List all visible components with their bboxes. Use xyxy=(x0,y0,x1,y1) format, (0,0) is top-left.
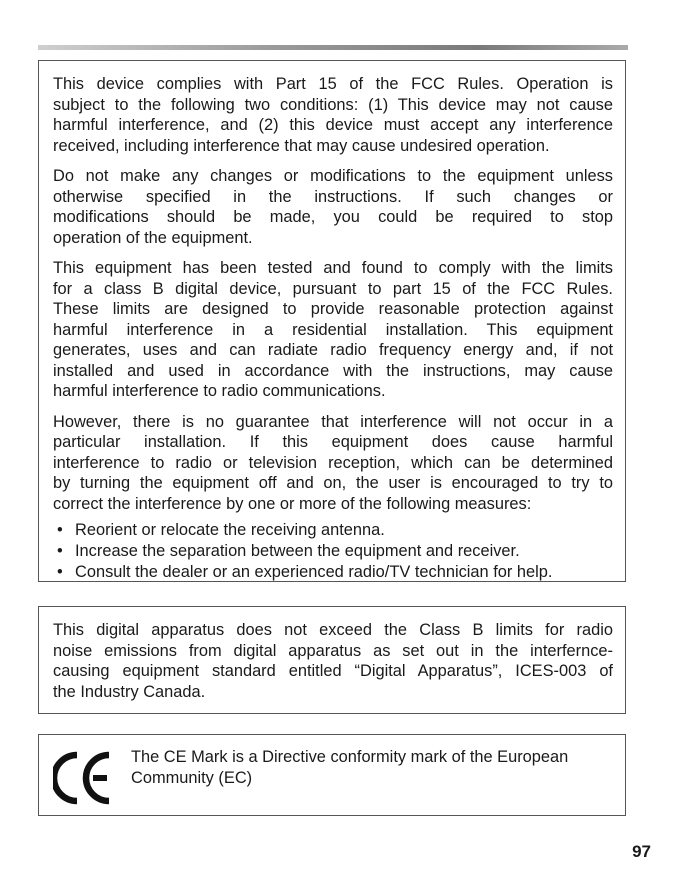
fcc-paragraph-1 xyxy=(53,74,613,156)
text-line: These limits are designed to provide reasonable protection against xyxy=(53,300,613,318)
list-item xyxy=(53,541,613,562)
text-line: This digital apparatus does not exceed the Class B limits for radio xyxy=(53,621,613,639)
measures-list xyxy=(53,520,613,583)
text-line: harmful interference to radio communications. xyxy=(53,382,386,400)
text-line: However, there is no guarantee that interference will not occur in a xyxy=(53,412,613,431)
text-line: the Industry Canada. xyxy=(53,682,206,701)
list-item-text: Consult the dealer or an experienced radio/TV technician for help. xyxy=(75,563,553,581)
page-number: 97 xyxy=(632,842,651,861)
list-item xyxy=(53,562,613,583)
text-line: particular installation. If this equipment does cause harmful xyxy=(53,433,613,451)
fcc-paragraph-4 xyxy=(53,412,613,515)
text-line: Do not make any changes or modifications to the equipment unless xyxy=(53,167,613,185)
fcc-statement-box xyxy=(38,60,626,582)
text-line: harmful interference, and (2) this device must accept any interference xyxy=(53,116,613,134)
text-line: generates, uses and can radiate radio frequency energy and, if not xyxy=(53,341,613,359)
bullet-icon: • xyxy=(57,521,63,539)
text-line: interference to radio or television reception, which can be determined xyxy=(53,453,613,472)
text-line: harmful interference in a residential installation. This equipment xyxy=(53,320,613,339)
text-line: for a class B digital device, pursuant to part 15 of the FCC Rules. xyxy=(53,279,613,298)
ce-mark-icon xyxy=(53,749,115,807)
top-divider xyxy=(38,45,628,50)
text-line: received, including interference that may cause undesired operation. xyxy=(53,136,550,155)
text-line: by turning the equipment off and on, the user is encouraged to try to xyxy=(53,474,613,492)
bullet-icon: • xyxy=(57,542,63,560)
text-line: The CE Mark is a Directive conformity mark of the European xyxy=(131,748,569,766)
text-line: correct the interference by one or more of the following measures: xyxy=(53,494,532,513)
text-line: subject to the following two conditions: (1) This device may not cause xyxy=(53,95,613,114)
ce-statement-text xyxy=(131,747,568,788)
text-line: modifications should be made, you could be required to stop xyxy=(53,208,613,226)
text-line: otherwise specified in the instructions. If such changes or xyxy=(53,187,613,206)
ices-statement-box xyxy=(38,606,626,714)
text-line: noise emissions from digital apparatus as set out in the interfernce- xyxy=(53,641,613,660)
list-item xyxy=(53,520,613,541)
text-line: operation of the equipment. xyxy=(53,228,253,247)
fcc-paragraph-3 xyxy=(53,258,613,402)
fcc-paragraph-2 xyxy=(53,166,613,248)
text-line: causing equipment standard entitled “Digital Apparatus”, ICES-003 of xyxy=(53,662,613,680)
text-line: This equipment has been tested and found to comply with the limits xyxy=(53,259,613,277)
text-line: Community (EC) xyxy=(131,768,253,787)
list-item-text: Increase the separation between the equipment and receiver. xyxy=(75,542,520,560)
list-item-text: Reorient or relocate the receiving antenna. xyxy=(75,521,385,539)
text-line: This device complies with Part 15 of the FCC Rules. Operation is xyxy=(53,75,613,93)
bullet-icon: • xyxy=(57,563,63,581)
text-line: installed and used in accordance with the instructions, may cause xyxy=(53,361,613,380)
ce-statement-box xyxy=(38,734,626,816)
